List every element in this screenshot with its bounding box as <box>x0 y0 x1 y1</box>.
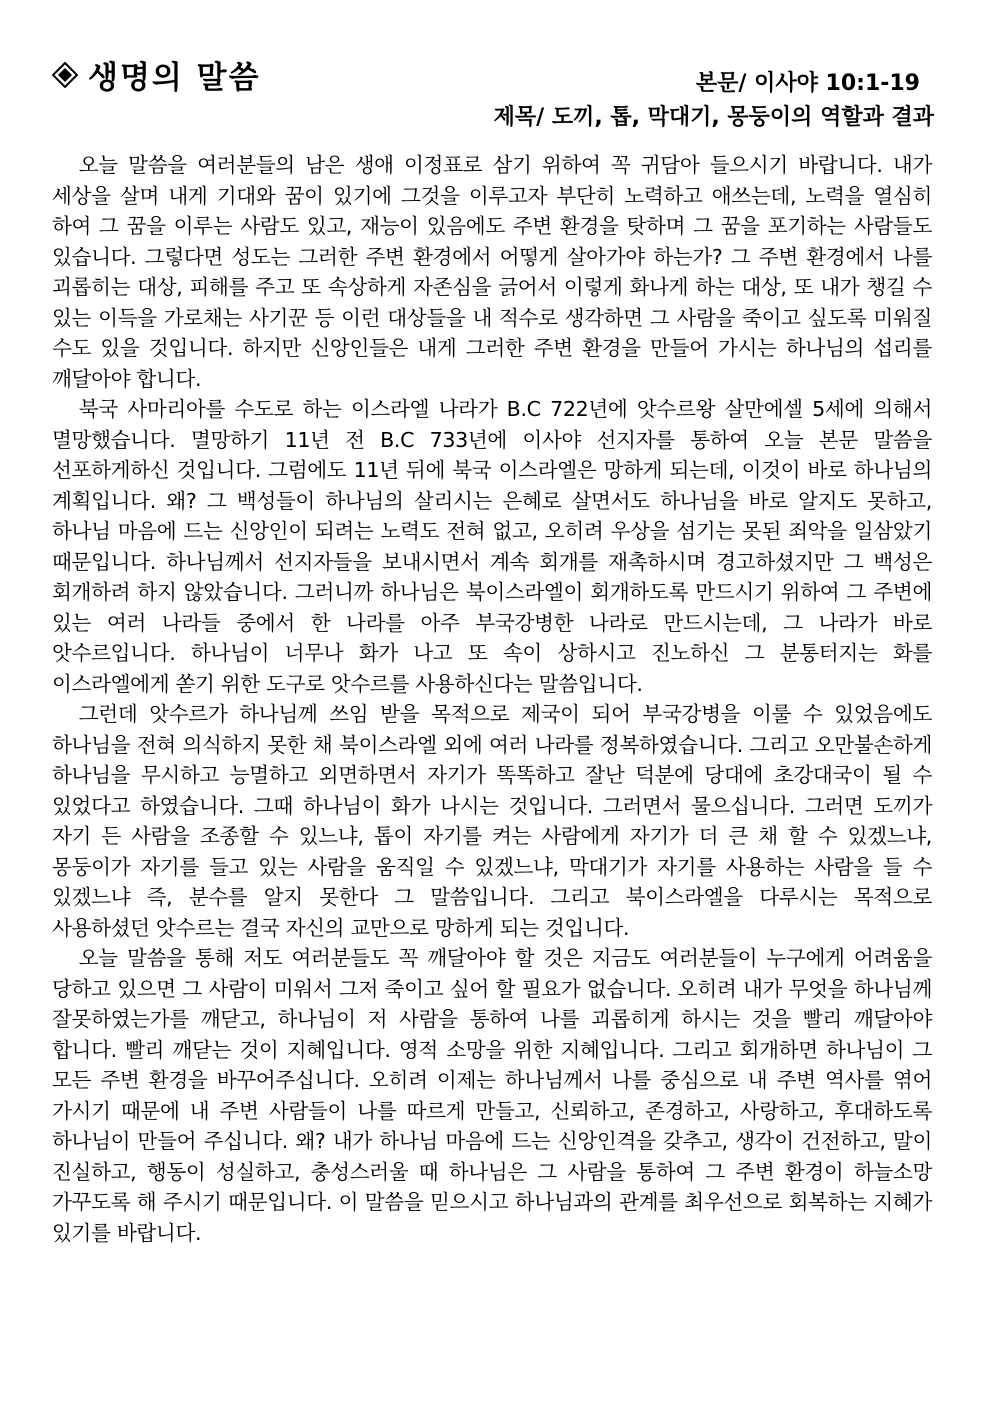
paragraph-4: 오늘 말씀을 통해 저도 여러분들도 꼭 깨달아야 할 것은 지금도 여러분들이 누구에게 어려움을 당하고 있으면 그 사람이 미워서 그저 죽이고 싶어 할 필요가 없습니다. 오히려 내가 무엇을 하나님께 잘못하였는가를 깨닫고, 하나님이 저 사람을 통하여 나를 괴롭히게 하시는 것을 빨리 깨달아야 합니다. 빨리 깨닫는 것이 지혜입니다. 영적 소망을 위한 지혜입니다. 그리고 회개하면 하나님이 그 모든 주변 환경을 바꾸어주십니다. 오히려 이제는 하나님께서 나를 중심으로 내 주변 역사를 엮어 가시기 때문에 내 주변 사람들이 나를 따르게 만들고, 신뢰하고, 존경하고, 사랑하고, 후대하도록 하나님이 만들어 주십니다. 왜? 내가 하나님 마음에 드는 신앙인격을 갖추고, 생각이 건전하고, 말이 진실하고, 행동이 성실하고, 충성스러울 때 하나님은 그 사람을 통하여 그 주변 환경이 하늘소망 가꾸도록 해 주시기 때문입니다. 이 말씀을 믿으시고 하나님과의 관계를 최우선으로 회복하는 지혜가 있기를 바랍니다. <box>52 946 932 1245</box>
page-title: 생명의 말씀 <box>88 60 261 96</box>
subject-label: 제목/ <box>493 104 545 130</box>
paragraph-2: 북국 사마리아를 수도로 하는 이스라엘 나라가 B.C 722년에 앗수르왕 살만에셀 5세에 의해서 멸망했습니다. 멸망하기 11년 전 B.C 733년에 이사야 선지자를 통하여 오늘 본문 말씀을 선포하게하신 것입니다. 그럼에도 11년 뒤에 북국 이스라엘은 망하게 되는데, 이것이 바로 하나님의 계획입니다. 왜? 그 백성들이 하나님의 살리시는 은혜로 살면서도 하나님을 바로 알지도 못하고, 하나님 마음에 드는 신앙인이 되려는 노력도 전혀 없고, 오히려 우상을 섬기는 못된 죄악을 일삼았기 때문입니다. 하나님께서 선지자들을 보내시면서 계속 회개를 재촉하시며 경고하셨지만 그 백성은 회개하려 하지 않았습니다. 그러니까 하나님은 북이스라엘이 회개하도록 만드시기 위하여 그 주변에 있는 여러 나라들 중에서 한 나라를 아주 부국강병한 나라로 만드시는데, 그 나라가 바로 앗수르입니다. 하나님이 너무나 화가 나고 또 속이 상하시고 진노하신 그 분통터지는 화를 이스라엘에게 쏟기 위한 도구로 앗수르를 사용하신다는 말씀입니다. <box>52 397 932 696</box>
scripture-label: 본문/ <box>695 70 747 96</box>
page-header <box>52 50 934 140</box>
sermon-body <box>52 150 932 1248</box>
title-row <box>52 52 261 97</box>
diamond-icon <box>52 62 78 88</box>
scripture-ref: 이사야 10:1-19 <box>754 71 920 96</box>
paragraph-3: 그런데 앗수르가 하나님께 쓰임 받을 목적으로 제국이 되어 부국강병을 이룰 수 있었음에도 하나님을 전혀 의식하지 못한 채 북이스라엘 외에 여러 나라를 정복하였습니다. 그리고 오만불손하게 하나님을 무시하고 능멸하고 외면하면서 자기가 똑똑하고 잘난 덕분에 당대에 초강대국이 될 수 있었다고 하였습니다. 그때 하나님이 화가 나시는 것입니다. 그러면서 물으십니다. 그러면 도끼가 자기 든 사람을 조종할 수 있느냐, 톱이 자기를 켜는 사람에게 자기가 더 큰 채 할 수 있겠느냐, 몽둥이가 자기를 들고 있는 사람을 움직일 수 있겠느냐, 막대기가 자기를 사용하는 사람을 들 수 있겠느냐 즉, 분수를 알지 못한다 그 말씀입니다. 그리고 북이스라엘을 다루시는 목적으로 사용하셨던 앗수르는 결국 자신의 교만으로 망하게 되는 것입니다. <box>52 702 932 940</box>
sermon-subject <box>494 100 934 131</box>
subject-text: 도끼, 톱, 막대기, 몽둥이의 역할과 결과 <box>551 105 934 130</box>
scripture-reference <box>696 66 920 97</box>
paragraph-1: 오늘 말씀을 여러분들의 남은 생애 이정표로 삼기 위하여 꼭 귀담아 들으시기 바랍니다. 내가 세상을 살며 내게 기대와 꿈이 있기에 그것을 이루고자 부단히 노력하고 애쓰는데, 노력을 열심히 하여 그 꿈을 이루는 사람도 있고, 재능이 있음에도 주변 환경을 탓하며 그 꿈을 포기하는 사람들도 있습니다. 그렇다면 성도는 그러한 주변 환경에서 어떻게 살아가야 하는가? 그 주변 환경에서 나를 괴롭히는 대상, 피해를 주고 또 속상하게 자존심을 긁어서 이렇게 화나게 하는 대상, 또 내가 챙길 수 있는 이득을 가로채는 사기꾼 등 이런 대상들을 내 적수로 생각하면 그 사람을 죽이고 싶도록 미워질 수도 있을 것입니다. 하지만 신앙인들은 내게 그러한 주변 환경을 만들어 가시는 하나님의 섭리를 깨달아야 합니다. <box>52 153 932 391</box>
